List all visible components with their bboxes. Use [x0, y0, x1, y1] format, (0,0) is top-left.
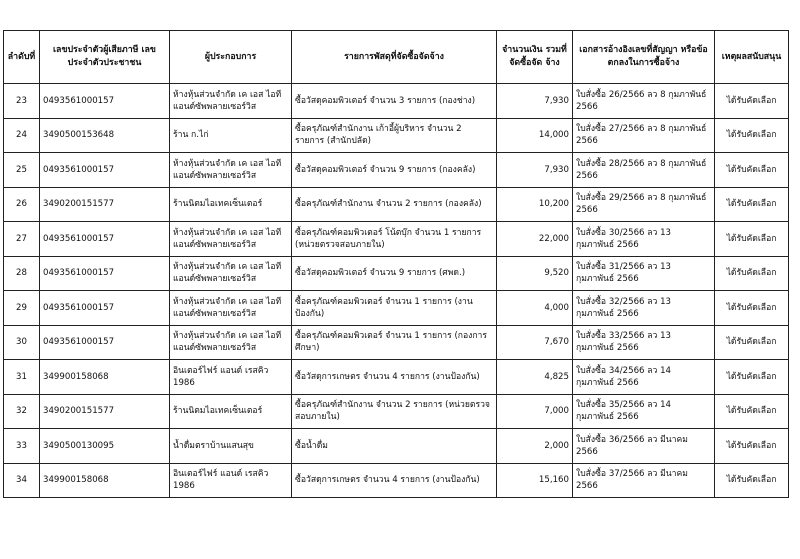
cell-reference: ใบสั่งซื้อ 27/2566 ลว 8 กุมภาพันธ์ 2566 [573, 118, 715, 153]
cell-reason: ได้รับคัดเลือก [715, 118, 789, 153]
cell-item: ซื้อวัสดุการเกษตร จำนวน 4 รายการ (งานป้องกัน) [292, 360, 497, 395]
cell-amount: 7,930 [497, 84, 573, 119]
table-row [4, 84, 789, 119]
cell-vendor: อินเตอร์ไฟร์ แอนด์ เรสคิว 1986 [170, 463, 292, 498]
cell-item: ซื้อครุภัณฑ์สำนักงาน จำนวน 2 รายการ (หน่วยตรวจสอบภายใน) [292, 394, 497, 429]
cell-tax-id: 349900158068 [40, 360, 170, 395]
cell-item: ซื้อวัสดุคอมพิวเตอร์ จำนวน 3 รายการ (กองช่าง) [292, 84, 497, 119]
cell-reference: ใบสั่งซื้อ 31/2566 ลว 13 กุมภาพันธ์ 2566 [573, 256, 715, 291]
cell-amount: 14,000 [497, 118, 573, 153]
cell-reference: ใบสั่งซื้อ 26/2566 ลว 8 กุมภาพันธ์ 2566 [573, 84, 715, 119]
header-no: ลำดับที่ [4, 31, 40, 84]
cell-reference: ใบสั่งซื้อ 37/2566 ลว มีนาคม 2566 [573, 463, 715, 498]
cell-vendor: ห้างหุ้นส่วนจำกัด เค เอส ไอที แอนด์ซัพพลายเซอร์วิส [170, 325, 292, 360]
cell-amount: 4,000 [497, 291, 573, 326]
cell-amount: 7,930 [497, 153, 573, 188]
cell-tax-id: 0493561000157 [40, 325, 170, 360]
cell-no: 25 [4, 153, 40, 188]
cell-reference: ใบสั่งซื้อ 29/2566 ลว 8 กุมภาพันธ์ 2566 [573, 187, 715, 222]
cell-no: 27 [4, 222, 40, 257]
table-row [4, 291, 789, 326]
header-vendor: ผู้ประกอบการ [170, 31, 292, 84]
cell-item: ซื้อครุภัณฑ์คอมพิวเตอร์ จำนวน 1 รายการ (กองการศึกษา) [292, 325, 497, 360]
table-row [4, 153, 789, 188]
cell-amount: 22,000 [497, 222, 573, 257]
cell-vendor: ห้างหุ้นส่วนจำกัด เค เอส ไอที แอนด์ซัพพลายเซอร์วิส [170, 153, 292, 188]
cell-vendor: ห้างหุ้นส่วนจำกัด เค เอส ไอที แอนด์ซัพพลายเซอร์วิส [170, 256, 292, 291]
cell-item: ซื้อครุภัณฑ์สำนักงาน จำนวน 2 รายการ (กองคลัง) [292, 187, 497, 222]
cell-reference: ใบสั่งซื้อ 28/2566 ลว 8 กุมภาพันธ์ 2566 [573, 153, 715, 188]
cell-no: 23 [4, 84, 40, 119]
cell-item: ซื้อครุภัณฑ์คอมพิวเตอร์ โน้ตบุ๊ก จำนวน 1 รายการ (หน่วยตรวจสอบภายใน) [292, 222, 497, 257]
cell-vendor: ร้านนิตมไอเทคเซ็นเตอร์ [170, 394, 292, 429]
table-row [4, 463, 789, 498]
cell-vendor: ร้าน ก.ไก่ [170, 118, 292, 153]
table-row [4, 118, 789, 153]
header-amount: จำนวนเงิน รวมที่จัดซื้อจัด จ้าง [497, 31, 573, 84]
table-row [4, 429, 789, 464]
cell-reference: ใบสั่งซื้อ 32/2566 ลว 13 กุมภาพันธ์ 2566 [573, 291, 715, 326]
cell-reference: ใบสั่งซื้อ 33/2566 ลว 13 กุมภาพันธ์ 2566 [573, 325, 715, 360]
cell-tax-id: 0493561000157 [40, 84, 170, 119]
cell-item: ซื้อครุภัณฑ์คอมพิวเตอร์ จำนวน 1 รายการ (งานป้องกัน) [292, 291, 497, 326]
cell-amount: 7,000 [497, 394, 573, 429]
cell-no: 28 [4, 256, 40, 291]
cell-no: 34 [4, 463, 40, 498]
cell-amount: 7,670 [497, 325, 573, 360]
cell-item: ซื้อวัสดุคอมพิวเตอร์ จำนวน 9 รายการ (กองคลัง) [292, 153, 497, 188]
cell-tax-id: 349900158068 [40, 463, 170, 498]
cell-no: 24 [4, 118, 40, 153]
cell-vendor: ห้างหุ้นส่วนจำกัด เค เอส ไอที แอนด์ซัพพลายเซอร์วิส [170, 291, 292, 326]
cell-vendor: น้ำดื่มตราบ้านแสนสุข [170, 429, 292, 464]
procurement-table [3, 30, 789, 498]
header-tax-id: เลขประจำตัวผู้เสียภาษี เลขประจำตัวประชาชน [40, 31, 170, 84]
table-row [4, 187, 789, 222]
cell-reason: ได้รับคัดเลือก [715, 187, 789, 222]
cell-reason: ได้รับคัดเลือก [715, 153, 789, 188]
cell-vendor: ห้างหุ้นส่วนจำกัด เค เอส ไอที แอนด์ซัพพลายเซอร์วิส [170, 222, 292, 257]
cell-vendor: ห้างหุ้นส่วนจำกัด เค เอส ไอที แอนด์ซัพพลายเซอร์วิส [170, 84, 292, 119]
cell-reason: ได้รับคัดเลือก [715, 84, 789, 119]
table-row [4, 222, 789, 257]
header-reference: เอกสารอ้างอิงเลขที่สัญญา หรือข้อตกลงในการซื้อจ้าง [573, 31, 715, 84]
cell-item: ซื้อน้ำดื่ม [292, 429, 497, 464]
cell-tax-id: 3490500130095 [40, 429, 170, 464]
cell-reference: ใบสั่งซื้อ 30/2566 ลว 13 กุมภาพันธ์ 2566 [573, 222, 715, 257]
cell-reason: ได้รับคัดเลือก [715, 463, 789, 498]
cell-amount: 4,825 [497, 360, 573, 395]
cell-reason: ได้รับคัดเลือก [715, 325, 789, 360]
cell-vendor: ร้านนิตมไอเทคเซ็นเตอร์ [170, 187, 292, 222]
table-row [4, 360, 789, 395]
cell-amount: 2,000 [497, 429, 573, 464]
header-item: รายการพัสดุที่จัดซื้อจัดจ้าง [292, 31, 497, 84]
cell-no: 33 [4, 429, 40, 464]
cell-tax-id: 3490500153648 [40, 118, 170, 153]
cell-reason: ได้รับคัดเลือก [715, 256, 789, 291]
cell-reason: ได้รับคัดเลือก [715, 291, 789, 326]
cell-amount: 10,200 [497, 187, 573, 222]
cell-tax-id: 0493561000157 [40, 222, 170, 257]
cell-tax-id: 3490200151577 [40, 394, 170, 429]
cell-reason: ได้รับคัดเลือก [715, 360, 789, 395]
cell-amount: 15,160 [497, 463, 573, 498]
cell-reason: ได้รับคัดเลือก [715, 394, 789, 429]
cell-tax-id: 0493561000157 [40, 153, 170, 188]
cell-tax-id: 3490200151577 [40, 187, 170, 222]
cell-item: ซื้อครุภัณฑ์สำนักงาน เก้าอี้ผู้บริหาร จำนวน 2 รายการ (สำนักปลัด) [292, 118, 497, 153]
cell-reference: ใบสั่งซื้อ 34/2566 ลว 14 กุมภาพันธ์ 2566 [573, 360, 715, 395]
cell-tax-id: 0493561000157 [40, 256, 170, 291]
cell-reason: ได้รับคัดเลือก [715, 429, 789, 464]
cell-vendor: อินเตอร์ไฟร์ แอนด์ เรสคิว 1986 [170, 360, 292, 395]
cell-amount: 9,520 [497, 256, 573, 291]
cell-no: 26 [4, 187, 40, 222]
cell-item: ซื้อวัสดุคอมพิวเตอร์ จำนวน 9 รายการ (ศพด.) [292, 256, 497, 291]
table-row [4, 394, 789, 429]
cell-reference: ใบสั่งซื้อ 35/2566 ลว 14 กุมภาพันธ์ 2566 [573, 394, 715, 429]
cell-item: ซื้อวัสดุการเกษตร จำนวน 4 รายการ (งานป้องกัน) [292, 463, 497, 498]
cell-no: 31 [4, 360, 40, 395]
cell-reason: ได้รับคัดเลือก [715, 222, 789, 257]
header-reason: เหตุผลสนับสนุน [715, 31, 789, 84]
cell-tax-id: 0493561000157 [40, 291, 170, 326]
cell-no: 32 [4, 394, 40, 429]
table-row [4, 256, 789, 291]
cell-no: 30 [4, 325, 40, 360]
table-row [4, 325, 789, 360]
table-header-row [4, 31, 789, 84]
cell-reference: ใบสั่งซื้อ 36/2566 ลว มีนาคม 2566 [573, 429, 715, 464]
cell-no: 29 [4, 291, 40, 326]
